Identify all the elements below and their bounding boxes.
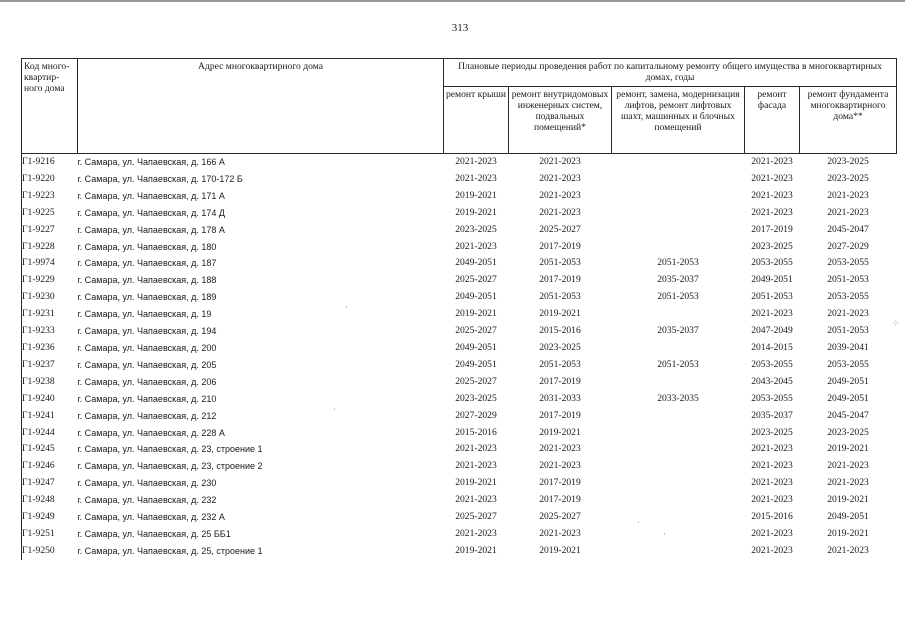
cell-code: Г1-9233 — [22, 323, 78, 340]
cell-foundation: 2021-2023 — [827, 308, 869, 320]
cell-code: Г1-9241 — [22, 408, 78, 425]
cell-foundation: 2049-2051 — [827, 392, 869, 404]
cell-code: Г1-9246 — [22, 458, 78, 475]
table-row — [22, 492, 897, 509]
cell-address: г. Самара, ул. Чапаевская, д. 228 А — [77, 427, 225, 438]
cell-facade: 2053-2055 — [751, 257, 793, 269]
cell-facade: 2043-2045 — [751, 375, 793, 387]
scan-speck: · — [637, 517, 640, 527]
cell-roof: 2049-2051 — [455, 358, 497, 370]
cell-facade: 2017-2019 — [751, 223, 793, 235]
cell-facade: 2021-2023 — [751, 172, 793, 184]
cell-systems: 2021-2023 — [539, 172, 581, 184]
cell-foundation: 2023-2025 — [827, 172, 869, 184]
cell-systems: 2023-2025 — [539, 341, 581, 353]
table-row — [22, 323, 897, 340]
cell-elevators — [612, 441, 745, 458]
cell-facade: 2021-2023 — [751, 206, 793, 218]
cell-facade: 2021-2023 — [751, 443, 793, 455]
table-row — [22, 188, 897, 205]
cell-facade: 2023-2025 — [751, 240, 793, 252]
header-foundation: ремонт фундамента многоквартирного дома** — [800, 87, 897, 154]
table-row — [22, 289, 897, 306]
cell-code: Г1-9228 — [22, 239, 78, 256]
cell-address: г. Самара, ул. Чапаевская, д. 200 — [77, 342, 217, 353]
cell-code: Г1-9216 — [22, 154, 78, 171]
cell-foundation: 2039-2041 — [827, 341, 869, 353]
scan-speck: · — [333, 404, 336, 414]
cell-systems: 2051-2053 — [539, 291, 581, 303]
cell-systems: 2021-2023 — [539, 206, 581, 218]
cell-address: г. Самара, ул. Чапаевская, д. 189 — [77, 292, 217, 303]
cell-address: г. Самара, ул. Чапаевская, д. 23, строение 2 — [77, 461, 263, 472]
cell-elevators — [612, 340, 745, 357]
cell-code: Г1-9227 — [22, 222, 78, 239]
table-row — [22, 357, 897, 374]
cell-elevators: 2051-2053 — [657, 291, 699, 303]
page-number: 313 — [451, 22, 469, 34]
table-row — [22, 340, 897, 357]
cell-foundation: 2045-2047 — [827, 409, 869, 421]
cell-facade: 2014-2015 — [751, 341, 793, 353]
cell-code: Г1-9220 — [22, 171, 78, 188]
cell-elevators — [612, 526, 745, 543]
cell-elevators — [612, 509, 745, 526]
cell-code: Г1-9238 — [22, 374, 78, 391]
cell-address: г. Самара, ул. Чапаевская, д. 212 — [77, 410, 217, 421]
cell-roof: 2023-2025 — [455, 223, 497, 235]
cell-facade: 2053-2055 — [751, 392, 793, 404]
table-row — [22, 239, 897, 256]
cell-elevators — [612, 205, 745, 222]
cell-systems: 2019-2021 — [539, 426, 581, 438]
cell-address: г. Самара, ул. Чапаевская, д. 232 А — [77, 512, 225, 523]
header-address: Адрес многоквартирного дома — [78, 59, 444, 154]
cell-code: Г1-9229 — [22, 272, 78, 289]
table-body — [22, 154, 897, 560]
cell-roof: 2021-2023 — [455, 460, 497, 472]
cell-foundation: 2053-2055 — [827, 257, 869, 269]
cell-address: г. Самара, ул. Чапаевская, д. 174 Д — [77, 207, 225, 218]
cell-code: Г1-9223 — [22, 188, 78, 205]
cell-roof: 2027-2029 — [455, 409, 497, 421]
cell-facade: 2015-2016 — [751, 511, 793, 523]
cell-facade: 2021-2023 — [751, 308, 793, 320]
cell-roof: 2021-2023 — [455, 443, 497, 455]
cell-systems: 2051-2053 — [539, 257, 581, 269]
table-row — [22, 171, 897, 188]
cell-foundation: 2019-2021 — [827, 527, 869, 539]
cell-systems: 2015-2016 — [539, 325, 581, 337]
cell-systems: 2021-2023 — [539, 189, 581, 201]
scan-speck: ⁘ — [892, 318, 900, 328]
cell-facade: 2021-2023 — [751, 527, 793, 539]
cell-facade: 2053-2055 — [751, 358, 793, 370]
cell-systems: 2021-2023 — [539, 527, 581, 539]
cell-facade: 2035-2037 — [751, 409, 793, 421]
cell-elevators — [612, 306, 745, 323]
cell-roof: 2023-2025 — [455, 392, 497, 404]
cell-elevators — [612, 374, 745, 391]
cell-foundation: 2023-2025 — [827, 156, 869, 167]
table-row — [22, 154, 897, 171]
table-row — [22, 441, 897, 458]
cell-foundation: 2053-2055 — [827, 291, 869, 303]
cell-address: г. Самара, ул. Чапаевская, д. 206 — [77, 376, 217, 387]
cell-foundation: 2053-2055 — [827, 358, 869, 370]
cell-systems: 2017-2019 — [539, 494, 581, 506]
cell-facade: 2047-2049 — [751, 325, 793, 337]
cell-systems: 2017-2019 — [539, 240, 581, 252]
cell-roof: 2021-2023 — [455, 527, 497, 539]
cell-code: Г1-9247 — [22, 475, 78, 492]
cell-systems: 2019-2021 — [539, 544, 581, 556]
header-periods-group: Плановые периоды проведения работ по капитальному ремонту общего имущества в многоквартирных домах, годы — [444, 59, 897, 87]
table-row — [22, 458, 897, 475]
cell-roof: 2049-2051 — [455, 341, 497, 353]
scan-speck: · — [663, 529, 666, 539]
table-row — [22, 222, 897, 239]
cell-address: г. Самара, ул. Чапаевская, д. 178 А — [77, 224, 225, 235]
cell-roof: 2021-2023 — [455, 494, 497, 506]
cell-systems: 2051-2053 — [539, 358, 581, 370]
cell-address: г. Самара, ул. Чапаевская, д. 180 — [77, 241, 217, 252]
cell-code: Г1-9248 — [22, 492, 78, 509]
table-row — [22, 526, 897, 543]
header-facade: ремонт фасада — [745, 87, 800, 154]
cell-address: г. Самара, ул. Чапаевская, д. 25, строение 1 — [77, 545, 263, 556]
cell-systems: 2021-2023 — [539, 443, 581, 455]
cell-address: г. Самара, ул. Чапаевская, д. 194 — [77, 326, 217, 337]
cell-code: Г1-9240 — [22, 391, 78, 408]
table-row — [22, 391, 897, 408]
cell-roof: 2025-2027 — [455, 375, 497, 387]
cell-systems: 2031-2033 — [539, 392, 581, 404]
cell-systems: 2017-2019 — [539, 477, 581, 489]
cell-roof: 2049-2051 — [455, 291, 497, 303]
header-systems: ремонт внутридомовых инженерных систем, подвальных помещений* — [509, 87, 612, 154]
cell-code: Г1-9251 — [22, 526, 78, 543]
cell-elevators — [612, 154, 745, 171]
cell-foundation: 2049-2051 — [827, 375, 869, 387]
cell-foundation: 2019-2021 — [827, 494, 869, 506]
cell-facade: 2049-2051 — [751, 274, 793, 286]
cell-elevators — [612, 222, 745, 239]
cell-elevators: 2035-2037 — [657, 325, 699, 337]
cell-code: Г1-9244 — [22, 425, 78, 442]
cell-address: г. Самара, ул. Чапаевская, д. 25 ББ1 — [77, 528, 231, 539]
cell-elevators — [612, 239, 745, 256]
cell-roof: 2021-2023 — [455, 156, 497, 167]
cell-systems: 2017-2019 — [539, 409, 581, 421]
cell-roof: 2015-2016 — [455, 426, 497, 438]
cell-facade: 2021-2023 — [751, 189, 793, 201]
cell-roof: 2019-2021 — [455, 206, 497, 218]
table-row — [22, 374, 897, 391]
cell-systems: 2017-2019 — [539, 274, 581, 286]
header-row-top — [22, 59, 897, 87]
cell-foundation: 2021-2023 — [827, 460, 869, 472]
header-elevators: ремонт, замена, модернизация лифтов, ремонт лифтовых шахт, машинных и блочных помещений — [612, 87, 745, 154]
table-row — [22, 475, 897, 492]
cell-address: г. Самара, ул. Чапаевская, д. 166 А — [77, 157, 225, 167]
cell-facade: 2021-2023 — [751, 494, 793, 506]
cell-foundation: 2019-2021 — [827, 443, 869, 455]
cell-address: г. Самара, ул. Чапаевская, д. 23, строение 1 — [77, 444, 263, 455]
cell-foundation: 2021-2023 — [827, 189, 869, 201]
cell-address: г. Самара, ул. Чапаевская, д. 187 — [77, 258, 217, 269]
cell-code: Г1-9225 — [22, 205, 78, 222]
cell-code: Г1-9230 — [22, 289, 78, 306]
cell-elevators — [612, 475, 745, 492]
cell-address: г. Самара, ул. Чапаевская, д. 188 — [77, 275, 217, 286]
cell-systems: 2025-2027 — [539, 223, 581, 235]
cell-facade: 2021-2023 — [751, 477, 793, 489]
cell-address: г. Самара, ул. Чапаевская, д. 210 — [77, 393, 217, 404]
cell-code: Г1-9974 — [22, 255, 78, 272]
cell-facade: 2021-2023 — [751, 544, 793, 556]
cell-elevators — [612, 492, 745, 509]
cell-roof: 2019-2021 — [455, 189, 497, 201]
header-code: Код много-квартир-ного дома — [22, 59, 78, 154]
cell-foundation: 2021-2023 — [827, 206, 869, 218]
cell-roof: 2021-2023 — [455, 172, 497, 184]
cell-facade: 2023-2025 — [751, 426, 793, 438]
table-header — [22, 59, 897, 154]
header-roof: ремонт крыши — [444, 87, 509, 154]
cell-elevators: 2051-2053 — [657, 257, 699, 269]
cell-elevators: 2035-2037 — [657, 274, 699, 286]
cell-address: г. Самара, ул. Чапаевская, д. 230 — [77, 478, 217, 489]
repair-schedule-table — [21, 58, 897, 560]
cell-facade: 2021-2023 — [751, 156, 793, 167]
table-row — [22, 425, 897, 442]
table-row — [22, 509, 897, 526]
cell-code: Г1-9231 — [22, 306, 78, 323]
table-row — [22, 408, 897, 425]
cell-elevators: 2033-2035 — [657, 392, 699, 404]
cell-foundation: 2021-2023 — [827, 477, 869, 489]
table-row — [22, 306, 897, 323]
cell-foundation: 2051-2053 — [827, 325, 869, 337]
cell-code: Г1-9249 — [22, 509, 78, 526]
cell-elevators — [612, 171, 745, 188]
table-row — [22, 272, 897, 289]
page-top-edge-line — [0, 0, 905, 2]
cell-foundation: 2027-2029 — [827, 240, 869, 252]
cell-systems: 2019-2021 — [539, 308, 581, 320]
cell-elevators — [612, 408, 745, 425]
cell-foundation: 2023-2025 — [827, 426, 869, 438]
cell-systems: 2017-2019 — [539, 375, 581, 387]
cell-systems: 2025-2027 — [539, 511, 581, 523]
cell-roof: 2025-2027 — [455, 274, 497, 286]
table-row — [22, 205, 897, 222]
cell-elevators — [612, 543, 745, 560]
cell-foundation: 2045-2047 — [827, 223, 869, 235]
cell-code: Г1-9236 — [22, 340, 78, 357]
cell-elevators: 2051-2053 — [657, 358, 699, 370]
cell-address: г. Самара, ул. Чапаевская, д. 171 А — [77, 190, 225, 201]
cell-roof: 2049-2051 — [455, 257, 497, 269]
cell-roof: 2019-2021 — [455, 308, 497, 320]
cell-roof: 2025-2027 — [455, 325, 497, 337]
cell-facade: 2021-2023 — [751, 460, 793, 472]
cell-foundation: 2051-2053 — [827, 274, 869, 286]
cell-elevators — [612, 188, 745, 205]
cell-address: г. Самара, ул. Чапаевская, д. 170-172 Б — [77, 173, 243, 184]
scan-speck: · — [345, 302, 348, 312]
cell-code: Г1-9245 — [22, 441, 78, 458]
table-row — [22, 255, 897, 272]
cell-address: г. Самара, ул. Чапаевская, д. 232 — [77, 495, 217, 506]
cell-roof: 2025-2027 — [455, 511, 497, 523]
cell-address: г. Самара, ул. Чапаевская, д. 205 — [77, 359, 217, 370]
cell-systems: 2021-2023 — [539, 156, 581, 167]
cell-foundation: 2021-2023 — [827, 544, 869, 556]
cell-elevators — [612, 458, 745, 475]
cell-foundation: 2049-2051 — [827, 511, 869, 523]
cell-systems: 2021-2023 — [539, 460, 581, 472]
cell-roof: 2021-2023 — [455, 240, 497, 252]
cell-code: Г1-9250 — [22, 543, 78, 560]
cell-elevators — [612, 425, 745, 442]
cell-roof: 2019-2021 — [455, 477, 497, 489]
cell-facade: 2051-2053 — [751, 291, 793, 303]
cell-address: г. Самара, ул. Чапаевская, д. 19 — [77, 309, 212, 320]
table-row — [22, 543, 897, 560]
cell-code: Г1-9237 — [22, 357, 78, 374]
cell-roof: 2019-2021 — [455, 544, 497, 556]
